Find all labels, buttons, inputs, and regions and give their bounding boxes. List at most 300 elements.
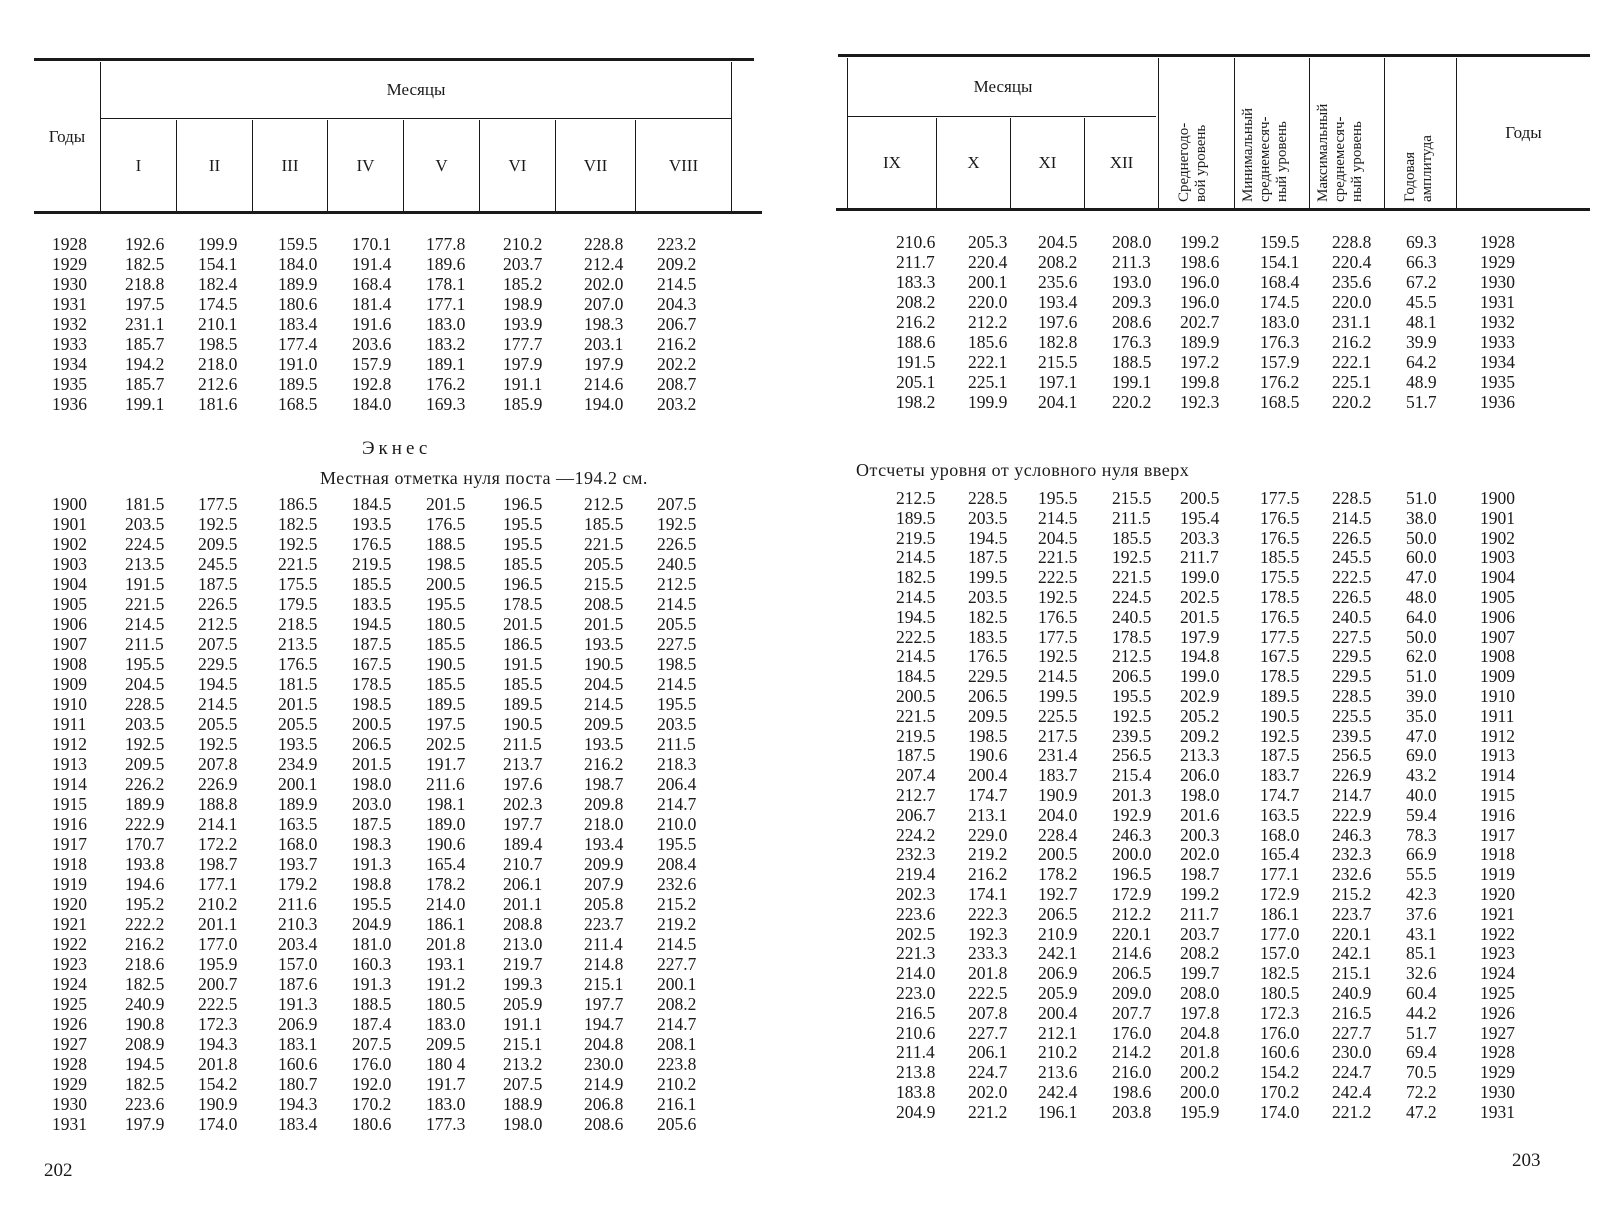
year-cell: 1909 — [52, 674, 87, 694]
nov-cell: 178.2 — [1038, 864, 1078, 885]
jun-cell: 198.0 — [503, 1114, 543, 1134]
nov-cell: 204.0 — [1038, 804, 1078, 825]
jun-cell: 201.1 — [503, 894, 543, 914]
oct-cell: 216.2 — [968, 864, 1008, 885]
table-row — [810, 547, 1590, 567]
table-row — [810, 372, 1590, 392]
jan-cell: 216.2 — [125, 934, 165, 954]
jun-cell: 191.1 — [503, 1014, 543, 1034]
jan-cell: 185.7 — [125, 374, 165, 394]
oct-cell: 212.2 — [968, 312, 1008, 332]
jan-cell: 224.5 — [125, 534, 165, 554]
table-row — [810, 1102, 1590, 1122]
aug-cell: 214.7 — [657, 794, 697, 814]
mar-cell: 183.4 — [278, 1114, 318, 1134]
jun-cell: 197.7 — [503, 814, 543, 834]
may-cell: 201.8 — [426, 934, 466, 954]
jun-cell: 210.2 — [503, 234, 543, 254]
dec-cell: 209.3 — [1112, 292, 1152, 312]
dec-cell: 209.0 — [1112, 983, 1152, 1003]
mean-level-cell: 199.0 — [1180, 567, 1220, 588]
year-cell: 1924 — [52, 974, 87, 994]
year-cell: 1929 — [52, 254, 87, 274]
dec-cell: 214.6 — [1112, 943, 1152, 964]
apr-cell: 176.0 — [352, 1054, 392, 1074]
feb-cell: 174.0 — [198, 1114, 238, 1134]
jan-cell: 197.5 — [125, 294, 165, 314]
max-level-cell: 227.5 — [1332, 626, 1372, 647]
max-level-cell: 242.1 — [1332, 943, 1372, 964]
table-row — [0, 594, 780, 614]
table-row — [0, 294, 780, 314]
jan-cell: 221.5 — [125, 594, 165, 614]
mar-cell: 160.6 — [278, 1054, 318, 1074]
table-row — [810, 983, 1590, 1003]
aug-cell: 214.5 — [657, 934, 697, 954]
year-cell: 1928 — [1480, 232, 1515, 252]
feb-cell: 201.8 — [198, 1054, 238, 1074]
sep-cell: 216.2 — [896, 312, 936, 332]
table-row — [0, 854, 780, 874]
aug-cell: 204.3 — [657, 294, 697, 314]
page-number-left: 202 — [44, 1160, 73, 1181]
mar-cell: 179.5 — [278, 594, 318, 614]
table-row — [0, 934, 780, 954]
min-level-cell: 176.5 — [1260, 606, 1300, 627]
mar-cell: 184.0 — [278, 254, 318, 274]
amplitude-header: Годовая амплитуда — [1402, 135, 1435, 202]
sep-cell: 224.2 — [896, 824, 936, 845]
nov-cell: 176.5 — [1038, 606, 1078, 627]
max-level-cell: 232.3 — [1332, 844, 1372, 865]
mean-level-cell: 200.0 — [1180, 1082, 1220, 1102]
year-cell: 1904 — [1480, 567, 1515, 588]
jun-cell: 207.5 — [503, 1074, 543, 1094]
may-cell: 183.0 — [426, 1014, 466, 1034]
jun-cell: 197.6 — [503, 774, 543, 794]
table-row — [0, 914, 780, 934]
mar-cell: 189.9 — [278, 274, 318, 294]
nov-cell: 225.5 — [1038, 705, 1078, 726]
jun-cell: 213.2 — [503, 1054, 543, 1074]
station-title: Экнес — [362, 438, 432, 459]
nov-cell: 190.9 — [1038, 785, 1078, 805]
table-row — [810, 508, 1590, 528]
apr-cell: 198.0 — [352, 774, 392, 794]
min-level-cell: 174.5 — [1260, 292, 1300, 312]
aug-cell: 210.0 — [657, 814, 697, 834]
may-cell: 185.5 — [426, 634, 466, 654]
may-cell: 209.5 — [426, 1034, 466, 1054]
aug-cell: 203.2 — [657, 394, 697, 414]
mean-level-cell: 199.7 — [1180, 963, 1220, 984]
table-row — [810, 785, 1590, 805]
jul-cell: 190.5 — [584, 654, 624, 674]
mar-cell: 201.5 — [278, 694, 318, 714]
may-cell: 186.1 — [426, 914, 466, 934]
feb-cell: 207.5 — [198, 634, 238, 654]
oct-cell: 220.4 — [968, 252, 1008, 272]
year-cell: 1904 — [52, 574, 87, 594]
jun-cell: 185.5 — [503, 554, 543, 574]
year-cell: 1921 — [1480, 903, 1515, 924]
amplitude-cell: 69.0 — [1406, 745, 1437, 766]
oct-cell: 222.1 — [968, 352, 1008, 372]
header-col-rule — [1384, 58, 1385, 208]
may-cell: 183.2 — [426, 334, 466, 354]
may-cell: 190.5 — [426, 654, 466, 674]
jan-cell: 181.5 — [125, 494, 165, 514]
feb-cell: 222.5 — [198, 994, 238, 1014]
table-row — [0, 754, 780, 774]
year-cell: 1926 — [52, 1014, 87, 1034]
jun-cell: 219.7 — [503, 954, 543, 974]
feb-cell: 199.9 — [198, 234, 238, 254]
jan-cell: 193.8 — [125, 854, 165, 874]
max-level-cell: 222.9 — [1332, 804, 1372, 825]
amplitude-cell: 66.3 — [1406, 252, 1437, 272]
jul-cell: 194.0 — [584, 394, 624, 414]
jul-cell: 218.0 — [584, 814, 624, 834]
mar-cell: 221.5 — [278, 554, 318, 574]
min-level-cell: 182.5 — [1260, 963, 1300, 984]
jul-cell: 209.8 — [584, 794, 624, 814]
month-header-2: II — [208, 156, 221, 175]
max-level-cell: 214.5 — [1332, 507, 1372, 528]
min-level-cell: 177.0 — [1260, 923, 1300, 944]
max-level-cell: 227.7 — [1332, 1022, 1372, 1043]
sep-cell: 207.4 — [896, 765, 936, 786]
table-row — [810, 292, 1590, 312]
table-row — [0, 674, 780, 694]
amplitude-cell: 38.0 — [1406, 507, 1437, 528]
jan-cell: 190.8 — [125, 1014, 165, 1034]
sep-cell: 183.8 — [896, 1082, 936, 1102]
year-cell: 1909 — [1480, 666, 1515, 687]
may-cell: 198.5 — [426, 554, 466, 574]
apr-cell: 180.6 — [352, 1114, 392, 1134]
apr-cell: 206.5 — [352, 734, 392, 754]
sep-cell: 221.5 — [896, 705, 936, 726]
mean-level-cell: 202.9 — [1180, 686, 1220, 706]
feb-cell: 182.4 — [198, 274, 238, 294]
dec-cell: 220.2 — [1112, 392, 1152, 412]
aug-cell: 214.5 — [657, 594, 697, 614]
feb-cell: 210.2 — [198, 894, 238, 914]
jul-cell: 193.5 — [584, 634, 624, 654]
mean-level-cell: 211.7 — [1180, 547, 1219, 568]
year-cell: 1914 — [1480, 765, 1515, 786]
dec-cell: 172.9 — [1112, 884, 1152, 904]
max-level-cell: 256.5 — [1332, 745, 1372, 766]
feb-cell: 181.6 — [198, 394, 238, 414]
amplitude-cell: 69.3 — [1406, 232, 1437, 252]
year-cell: 1931 — [1480, 292, 1515, 312]
header-right-rule — [731, 62, 732, 212]
amplitude-cell: 51.0 — [1406, 666, 1437, 687]
nov-cell: 205.9 — [1038, 983, 1078, 1003]
year-cell: 1917 — [52, 834, 87, 854]
mean-level-cell: 199.2 — [1180, 232, 1220, 252]
min-level-cell: 157.9 — [1260, 352, 1300, 372]
feb-cell: 177.1 — [198, 874, 238, 894]
may-cell: 178.1 — [426, 274, 466, 294]
nov-cell: 228.4 — [1038, 824, 1078, 845]
mean-level-cell: 202.0 — [1180, 844, 1220, 865]
table-row — [810, 352, 1590, 372]
max-level-cell: 220.4 — [1332, 252, 1372, 272]
oct-cell: 183.5 — [968, 626, 1008, 647]
apr-cell: 188.5 — [352, 994, 392, 1014]
max-level-cell: 228.5 — [1332, 686, 1372, 706]
mean-level-cell: 213.3 — [1180, 745, 1220, 766]
months-header: Месяцы — [973, 77, 1033, 96]
year-cell: 1927 — [1480, 1022, 1515, 1043]
mean-level-cell: 208.0 — [1180, 983, 1220, 1003]
dec-cell: 178.5 — [1112, 626, 1152, 647]
sep-cell: 184.5 — [896, 666, 936, 687]
sep-cell: 212.5 — [896, 488, 936, 508]
jul-cell: 206.8 — [584, 1094, 624, 1114]
table-row — [810, 646, 1590, 666]
left-page — [0, 0, 790, 1211]
apr-cell: 200.5 — [352, 714, 392, 734]
year-cell: 1922 — [1480, 923, 1515, 944]
may-cell: 191.7 — [426, 754, 466, 774]
table-row — [810, 805, 1590, 825]
oct-cell: 174.7 — [968, 785, 1008, 805]
min-level-cell: 167.5 — [1260, 646, 1300, 667]
months-header: Месяцы — [386, 80, 446, 99]
year-cell: 1935 — [52, 374, 87, 394]
may-cell: 183.0 — [426, 314, 466, 334]
jun-cell: 185.5 — [503, 674, 543, 694]
may-cell: 198.1 — [426, 794, 466, 814]
year-cell: 1932 — [52, 314, 87, 334]
nov-cell: 183.7 — [1038, 765, 1078, 786]
nov-cell: 206.5 — [1038, 903, 1078, 924]
table-row — [0, 494, 780, 514]
mar-cell: 186.5 — [278, 494, 318, 514]
sep-cell: 202.5 — [896, 923, 936, 944]
oct-cell: 220.0 — [968, 292, 1008, 312]
dec-cell: 206.5 — [1112, 963, 1152, 984]
nov-cell: 200.4 — [1038, 1002, 1078, 1023]
may-cell: 177.3 — [426, 1114, 466, 1134]
dec-cell: 211.5 — [1112, 507, 1151, 528]
jul-cell: 212.5 — [584, 494, 624, 514]
mean-level-header: Среднегодо- вой уровень — [1176, 122, 1209, 202]
may-cell: 177.1 — [426, 294, 466, 314]
table-row — [810, 332, 1590, 352]
aug-cell: 208.2 — [657, 994, 697, 1014]
jan-cell: 197.9 — [125, 1114, 165, 1134]
apr-cell: 168.4 — [352, 274, 392, 294]
max-level-cell: 220.0 — [1332, 292, 1372, 312]
mar-cell: 191.3 — [278, 994, 318, 1014]
months-divider-rule — [848, 116, 1156, 117]
year-cell: 1912 — [52, 734, 87, 754]
jul-cell: 215.5 — [584, 574, 624, 594]
mar-cell: 187.6 — [278, 974, 318, 994]
jan-cell: 218.8 — [125, 274, 165, 294]
amplitude-cell: 42.3 — [1406, 884, 1437, 904]
amplitude-cell: 85.1 — [1406, 943, 1437, 964]
mar-cell: 183.4 — [278, 314, 318, 334]
table-row — [810, 252, 1590, 272]
jun-cell: 195.5 — [503, 514, 543, 534]
aug-cell: 240.5 — [657, 554, 697, 574]
month-header-5: V — [435, 156, 448, 175]
table-row — [0, 974, 780, 994]
year-cell: 1913 — [1480, 745, 1515, 766]
mean-level-cell: 209.2 — [1180, 725, 1220, 746]
jul-cell: 211.4 — [584, 934, 623, 954]
table-row — [0, 814, 780, 834]
table-row — [0, 874, 780, 894]
nov-cell: 217.5 — [1038, 725, 1078, 746]
oct-cell: 185.6 — [968, 332, 1008, 352]
jun-cell: 189.5 — [503, 694, 543, 714]
year-cell: 1916 — [52, 814, 87, 834]
header-top-rule — [34, 58, 754, 61]
mar-cell: 206.9 — [278, 1014, 318, 1034]
table-row — [0, 1074, 780, 1094]
aug-cell: 227.5 — [657, 634, 697, 654]
reference-note: Отсчеты уровня от условного нуля вверх — [856, 460, 1190, 480]
header-bottom-rule — [836, 208, 1590, 211]
aug-cell: 209.2 — [657, 254, 697, 274]
nov-cell: 212.1 — [1038, 1022, 1078, 1043]
min-level-cell: 178.5 — [1260, 587, 1300, 607]
table-row — [0, 794, 780, 814]
dec-cell: 176.3 — [1112, 332, 1152, 352]
apr-cell: 207.5 — [352, 1034, 392, 1054]
max-level-cell: 216.5 — [1332, 1002, 1372, 1023]
oct-cell: 199.9 — [968, 392, 1008, 412]
jan-cell: 222.2 — [125, 914, 165, 934]
apr-cell: 187.5 — [352, 814, 392, 834]
nov-cell: 222.5 — [1038, 567, 1078, 588]
jul-cell: 214.6 — [584, 374, 624, 394]
nov-cell: 231.4 — [1038, 745, 1078, 766]
nov-cell: 200.5 — [1038, 844, 1078, 865]
feb-cell: 229.5 — [198, 654, 238, 674]
jun-cell: 196.5 — [503, 574, 543, 594]
oct-cell: 209.5 — [968, 705, 1008, 726]
table-row — [810, 1082, 1590, 1102]
jan-cell: 185.7 — [125, 334, 165, 354]
year-cell: 1906 — [52, 614, 87, 634]
nov-cell: 192.7 — [1038, 884, 1078, 904]
jan-cell: 214.5 — [125, 614, 165, 634]
oct-cell: 206.5 — [968, 686, 1008, 706]
mean-level-cell: 205.2 — [1180, 705, 1220, 726]
jul-cell: 203.1 — [584, 334, 624, 354]
year-cell: 1907 — [52, 634, 87, 654]
dec-cell: 212.2 — [1112, 903, 1152, 924]
aug-cell: 208.1 — [657, 1034, 697, 1054]
mean-level-cell: 197.9 — [1180, 626, 1220, 647]
jan-cell: 195.5 — [125, 654, 165, 674]
max-level-cell: 224.7 — [1332, 1062, 1372, 1083]
year-cell: 1910 — [52, 694, 87, 714]
apr-cell: 170.2 — [352, 1094, 392, 1114]
feb-cell: 226.9 — [198, 774, 238, 794]
dec-cell: 195.5 — [1112, 686, 1152, 706]
jan-cell: 170.7 — [125, 834, 165, 854]
aug-cell: 192.5 — [657, 514, 697, 534]
min-level-cell: 177.1 — [1260, 864, 1300, 885]
table-row — [0, 534, 780, 554]
jun-cell: 201.5 — [503, 614, 543, 634]
oct-cell: 206.1 — [968, 1042, 1008, 1063]
mar-cell: 194.3 — [278, 1094, 318, 1114]
table-row — [810, 392, 1590, 412]
mar-cell: 191.0 — [278, 354, 318, 374]
aug-cell: 195.5 — [657, 834, 697, 854]
mean-level-cell: 197.8 — [1180, 1002, 1220, 1023]
table-row — [0, 714, 780, 734]
min-level-cell: 176.5 — [1260, 527, 1300, 548]
min-level-cell: 172.9 — [1260, 884, 1300, 904]
mean-level-cell: 211.7 — [1180, 903, 1219, 924]
year-cell: 1900 — [52, 494, 87, 514]
year-cell: 1906 — [1480, 606, 1515, 627]
feb-cell: 177.0 — [198, 934, 238, 954]
feb-cell: 194.3 — [198, 1034, 238, 1054]
table-row — [810, 528, 1590, 548]
may-cell: 201.5 — [426, 494, 466, 514]
year-cell: 1917 — [1480, 824, 1515, 845]
feb-cell: 212.5 — [198, 614, 238, 634]
table-row — [0, 654, 780, 674]
jul-cell: 212.4 — [584, 254, 624, 274]
may-cell: 183.0 — [426, 1094, 466, 1114]
oct-cell: 207.8 — [968, 1002, 1008, 1023]
oct-cell: 229.5 — [968, 666, 1008, 687]
aug-cell: 216.2 — [657, 334, 697, 354]
jun-cell: 190.5 — [503, 714, 543, 734]
feb-cell: 174.5 — [198, 294, 238, 314]
feb-cell: 212.6 — [198, 374, 238, 394]
sep-cell: 223.6 — [896, 903, 936, 924]
jul-cell: 198.3 — [584, 314, 624, 334]
nov-cell: 242.4 — [1038, 1082, 1078, 1102]
dec-cell: 208.0 — [1112, 232, 1152, 252]
mar-cell: 218.5 — [278, 614, 318, 634]
year-cell: 1911 — [52, 714, 87, 734]
nov-cell: 197.6 — [1038, 312, 1078, 332]
station-zero-mark: Местная отметка нуля поста —194.2 см. — [320, 468, 648, 488]
min-level-cell: 154.2 — [1260, 1062, 1300, 1083]
months-divider-rule — [101, 118, 731, 119]
sep-cell: 222.5 — [896, 626, 936, 647]
oct-cell: 194.5 — [968, 527, 1008, 548]
feb-cell: 200.7 — [198, 974, 238, 994]
mean-level-cell: 203.3 — [1180, 527, 1220, 548]
jul-cell: 230.0 — [584, 1054, 624, 1074]
year-cell: 1905 — [52, 594, 87, 614]
table-row — [0, 734, 780, 754]
min-level-cell: 168.4 — [1260, 272, 1300, 292]
amplitude-cell: 48.9 — [1406, 372, 1437, 392]
year-cell: 1920 — [52, 894, 87, 914]
feb-cell: 154.1 — [198, 254, 238, 274]
apr-cell: 203.6 — [352, 334, 392, 354]
mean-level-cell: 200.2 — [1180, 1062, 1220, 1083]
min-level-cell: 192.5 — [1260, 725, 1300, 746]
